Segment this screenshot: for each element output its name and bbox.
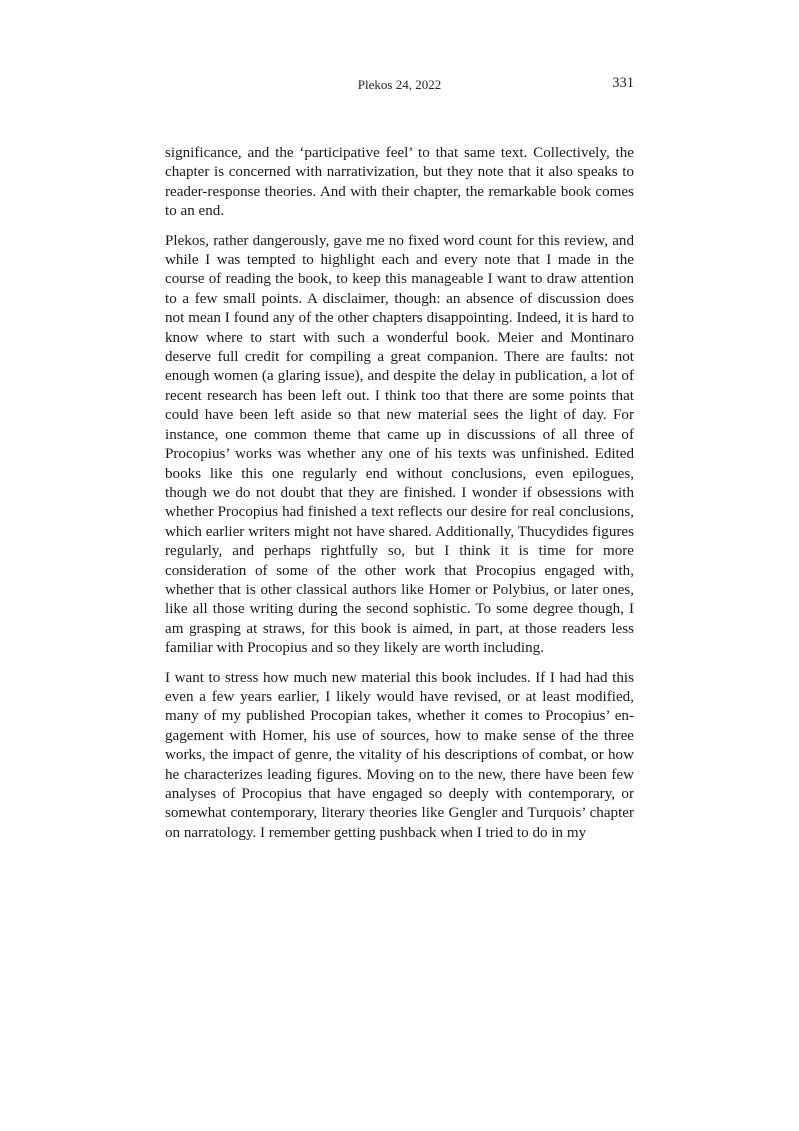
- page-number: 331: [612, 75, 634, 91]
- paragraph-2: Plekos, rather dangerously, gave me no fixed word count for this review, and while I was tempted to highlight each and every note that I made in the course of reading the book, to keep this manageable I want to draw attention to a few small points. A disclaimer, though: an absence of discussion does not mean I found any of the other chapters disappointing. Indeed, it is hard to know where to start with such a wonderful book. Meier and Montinaro deserve full credit for compiling a great companion. There are faults: not enough women (a glaring issue), and despite the delay in publication, a lot of recent research has been left out. I think too that there are some points that could have been left aside so that new material sees the light of day. For instance, one common theme that came up in discussions of all three of Procopius’ works was whether any one of his texts was unfinished. Edited books like this one regularly end without conclusions, even epilogues, though we do not doubt that they are finished. I wonder if obsessions with whether Procopius had finished a text reflects our desire for real conclusions, which earlier writers might not have shared. Additionally, Thucydides figures regularly, and perhaps rightfully so, but I think it is time for more consideration of some of the other work that Procopius engaged with, whether that is other classical authors like Homer or Polybius, or later ones, like all those writing during the second sophistic. To some degree though, I am grasping at straws, for this book is aimed, in part, at those readers less familiar with Procopius and so they likely are worth including.: [165, 232, 634, 657]
- paragraph-3: I want to stress how much new material this book includes. If I had had this even a few years earlier, I likely would have revised, or at least modified, many of my published Procopian takes, whether it comes to Procopius’ engagement with Homer, his use of sources, how to make sense of the three works, the impact of genre, the vitality of his descriptions of combat, or how he characterizes leading figures. Moving on to the new, there have been few analyses of Procopius that have engaged so deeply with contemporary, or somewhat contemporary, literary theories like Gengler and Turquois’ chapter on narratology. I remember getting pushback when I tried to do in my: [165, 669, 634, 841]
- running-header: [0, 75, 799, 95]
- body-text: [165, 144, 634, 853]
- paragraph-1: significance, and the ‘participative feel’ to that same text. Collectively, the chapter is concerned with narrativization, but they note that it also speaks to reader-response theories. And with their chapter, the remarkable book comes to an end.: [165, 145, 634, 220]
- journal-citation: Plekos 24, 2022: [357, 77, 442, 92]
